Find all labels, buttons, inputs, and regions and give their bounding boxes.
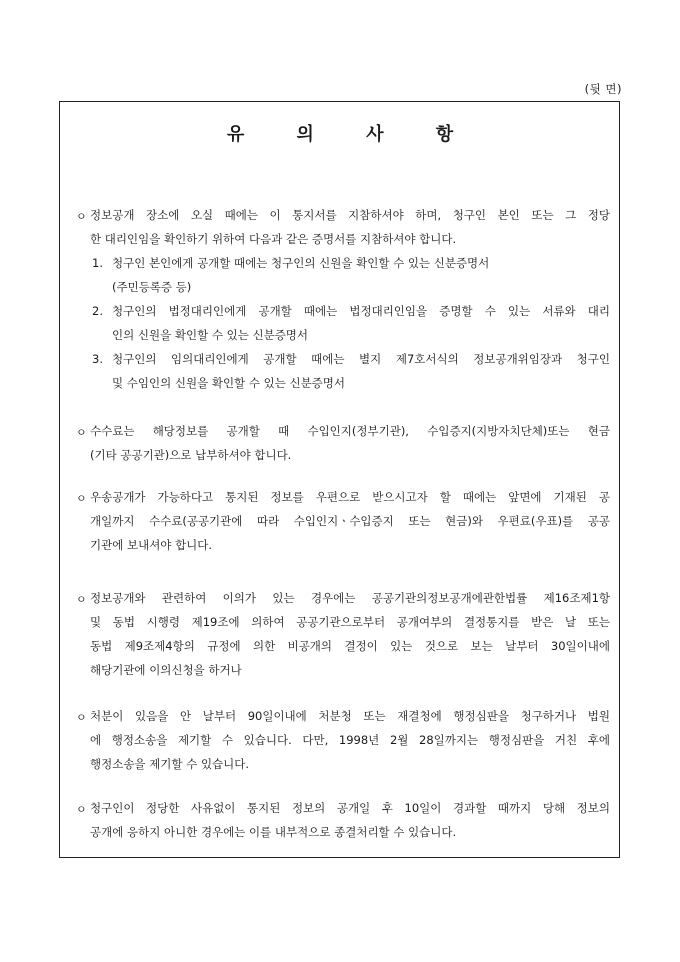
- notice-title: 유 의 사 항: [226, 124, 477, 145]
- bullet-icon: ㅇ: [76, 426, 87, 439]
- item-line: 수수료는 해당정보를 공개할 때 수입인지(정부기관), 수입증지(지방자치단체)또는 현금: [90, 424, 610, 438]
- item-line: 정보공개와 관련하여 이의가 있는 경우에는 공공기관의정보공개에관한법률 제16조제1항: [90, 591, 610, 605]
- subitem-number: 1.: [92, 256, 103, 270]
- item-line: (기타 공공기관)으로 납부하셔야 합니다.: [90, 448, 292, 462]
- item-line: 행정소송을 제기할 수 있습니다.: [90, 757, 250, 771]
- subitem-line: 청구인의 임의대리인에게 공개할 때에는 별지 제7호서식의 정보공개위임장과 청구인: [112, 352, 610, 366]
- item-line: 청구인이 정당한 사유없이 통지된 정보의 공개일 후 10일이 경과할 때까지 당해 정보의: [90, 801, 610, 815]
- item-line: 공개에 응하지 아니한 경우에는 이를 내부적으로 종결처리할 수 있습니다.: [90, 825, 457, 839]
- item-line: 및 동법 시행령 제19조에 의하여 공공기관으로부터 공개여부의 결정통지를 받은 날 또는: [90, 615, 610, 629]
- page-side-label: (뒷 면): [584, 82, 622, 96]
- bullet-icon: ㅇ: [76, 210, 87, 223]
- item-line: 우송공개가 가능하다고 통지된 정보를 우편으로 받으시고자 할 때에는 앞면에 기재된 공: [90, 490, 610, 504]
- bullet-icon: ㅇ: [76, 593, 87, 606]
- bullet-icon: ㅇ: [76, 492, 87, 505]
- subitem-line: 인의 신원을 확인할 수 있는 신분증명서: [112, 328, 309, 342]
- subitem-line: 청구인 본인에게 공개할 때에는 청구인의 신원을 확인할 수 있는 신분증명서: [112, 256, 490, 270]
- item-line: 개일까지 수수료(공공기관에 따라 수입인지ㆍ수입증지 또는 현금)와 우편료(우표)를 공공: [90, 514, 610, 528]
- subitem-line: 및 수임인의 신원을 확인할 수 있는 신분증명서: [112, 376, 346, 390]
- item-line: 처분이 있음을 안 날부터 90일이내에 처분청 또는 재결청에 행정심판을 청구하거나 법원: [90, 709, 610, 723]
- subitem-number: 3.: [92, 352, 103, 366]
- subitem-line: (주민등록증 등): [112, 280, 192, 294]
- bullet-icon: ㅇ: [76, 803, 87, 816]
- item-line: 동법 제9조제4항의 규정에 의한 비공개의 결정이 있는 것으로 보는 날부터 30일이내에: [90, 639, 610, 653]
- subitem-line: 청구인의 법정대리인에게 공개할 때에는 법정대리인임을 증명할 수 있는 서류와 대리: [112, 304, 610, 318]
- item-line: 기관에 보내셔야 합니다.: [90, 538, 213, 552]
- subitem-number: 2.: [92, 304, 103, 318]
- bullet-icon: ㅇ: [76, 711, 87, 724]
- item-line: 정보공개 장소에 오실 때에는 이 통지서를 지참하셔야 하며, 청구인 본인 또는 그 정당: [90, 208, 610, 222]
- item-line: 에 행정소송을 제기할 수 있습니다. 다만, 1998년 2월 28일까지는 행정심판을 거친 후에: [90, 733, 610, 747]
- item-line: 해당기관에 이의신청을 하거나: [90, 663, 242, 677]
- item-line: 한 대리인임을 확인하기 위하여 다음과 같은 증명서를 지참하셔야 합니다.: [90, 232, 457, 246]
